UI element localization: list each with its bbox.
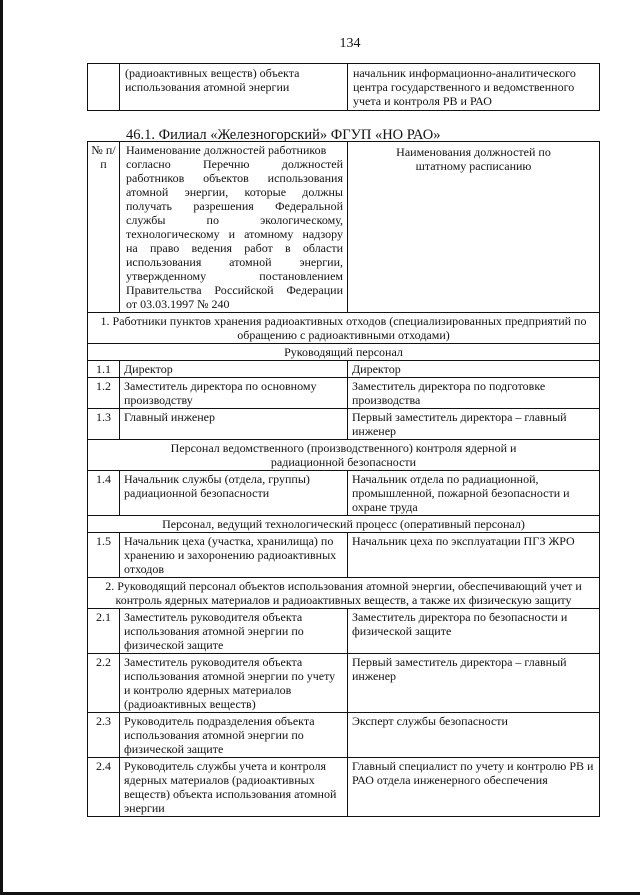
subsection-row: [88, 344, 600, 361]
num-cell: [88, 64, 120, 111]
table-row: 2.3 Руководитель подразделения объекта использования атомной энергии по физической защите Эксперт службы безопасности: [88, 713, 600, 758]
table-row: 2.4 Руководитель службы учета и контроля ядерных материалов (радиоактивных веществ) объекта использования атомной энергии Главный специалист по учету и контролю РВ и РАО отдела инженерного обеспечения: [88, 758, 600, 817]
section-heading: 2. Руководящий персонал объектов использования атомной энергии, обеспечивающий учет и контроль ядерных материалов и радиоактивных веществ, а также их физическую защиту: [88, 578, 600, 609]
continuation-table: [87, 63, 600, 111]
table-row: 1.1 Директор Директор: [88, 361, 600, 378]
table-row: 1.4 Начальник службы (отдела, группы) радиационной безопасности Начальник отдела по радиационной, промышленной, пожарной безопасности и охране труда: [88, 471, 600, 516]
page-number: 134: [339, 36, 361, 51]
positions-table: [87, 141, 600, 817]
header-num: № п/п: [88, 142, 120, 313]
section-row: [88, 578, 600, 609]
subsection-row: [88, 516, 600, 533]
subsection-heading: Руководящий персонал: [88, 344, 600, 361]
subsection-heading: Персонал, ведущий технологический процесс (оперативный персонал): [88, 516, 600, 533]
subsection-row: [88, 440, 600, 471]
table-row: 2.1 Заместитель руководителя объекта использования атомной энергии по физической защите Заместитель директора по безопасности и физической защите: [88, 609, 600, 654]
table-row: [88, 64, 600, 111]
section-heading: 1. Работники пунктов хранения радиоактивных отходов (специализированных предприятий по обращению с радиоактивными отходами): [88, 313, 600, 344]
scan-left-edge: [0, 0, 3, 895]
table-row: 1.5 Начальник цеха (участка, хранилища) по хранению и захоронению радиоактивных отходов Начальник цеха по эксплуатации ПГЗ ЖРО: [88, 533, 600, 578]
header-required-positions: Наименование должностей работников согласно Перечню должностей работников объектов использования атомной энергии, которые должны получать разрешения Федеральной службы по экологическому, технологическому и атомному надзору на право ведения работ в области использования атомной энергии, утвержденному постановлением Правительства Российской Федерации от 03.03.1997 № 240: [120, 142, 348, 313]
table-header-row: [88, 142, 600, 313]
required-position-cell: (радиоактивных веществ) объекта использования атомной энергии: [120, 64, 348, 111]
table-row: 1.3 Главный инженер Первый заместитель директора – главный инженер: [88, 409, 600, 440]
section-row: [88, 313, 600, 344]
table-row: 2.2 Заместитель руководителя объекта использования атомной энергии по учету и контролю ядерных материалов (радиоактивных веществ) Первый заместитель директора – главный инженер: [88, 654, 600, 713]
staff-position-cell: начальник информационно-аналитического центра государственного и ведомственного учета и контроля РВ и РАО: [348, 64, 600, 111]
section-title: 46.1. Филиал «Железногорский» ФГУП «НО РАО»: [126, 127, 441, 143]
subsection-heading: Персонал ведомственного (производственного) контроля ядерной и радиационной безопасности: [88, 440, 600, 471]
header-staff-positions: Наименования должностей по штатному расписанию: [348, 142, 600, 313]
table-row: 1.2 Заместитель директора по основному производству Заместитель директора по подготовке производства: [88, 378, 600, 409]
